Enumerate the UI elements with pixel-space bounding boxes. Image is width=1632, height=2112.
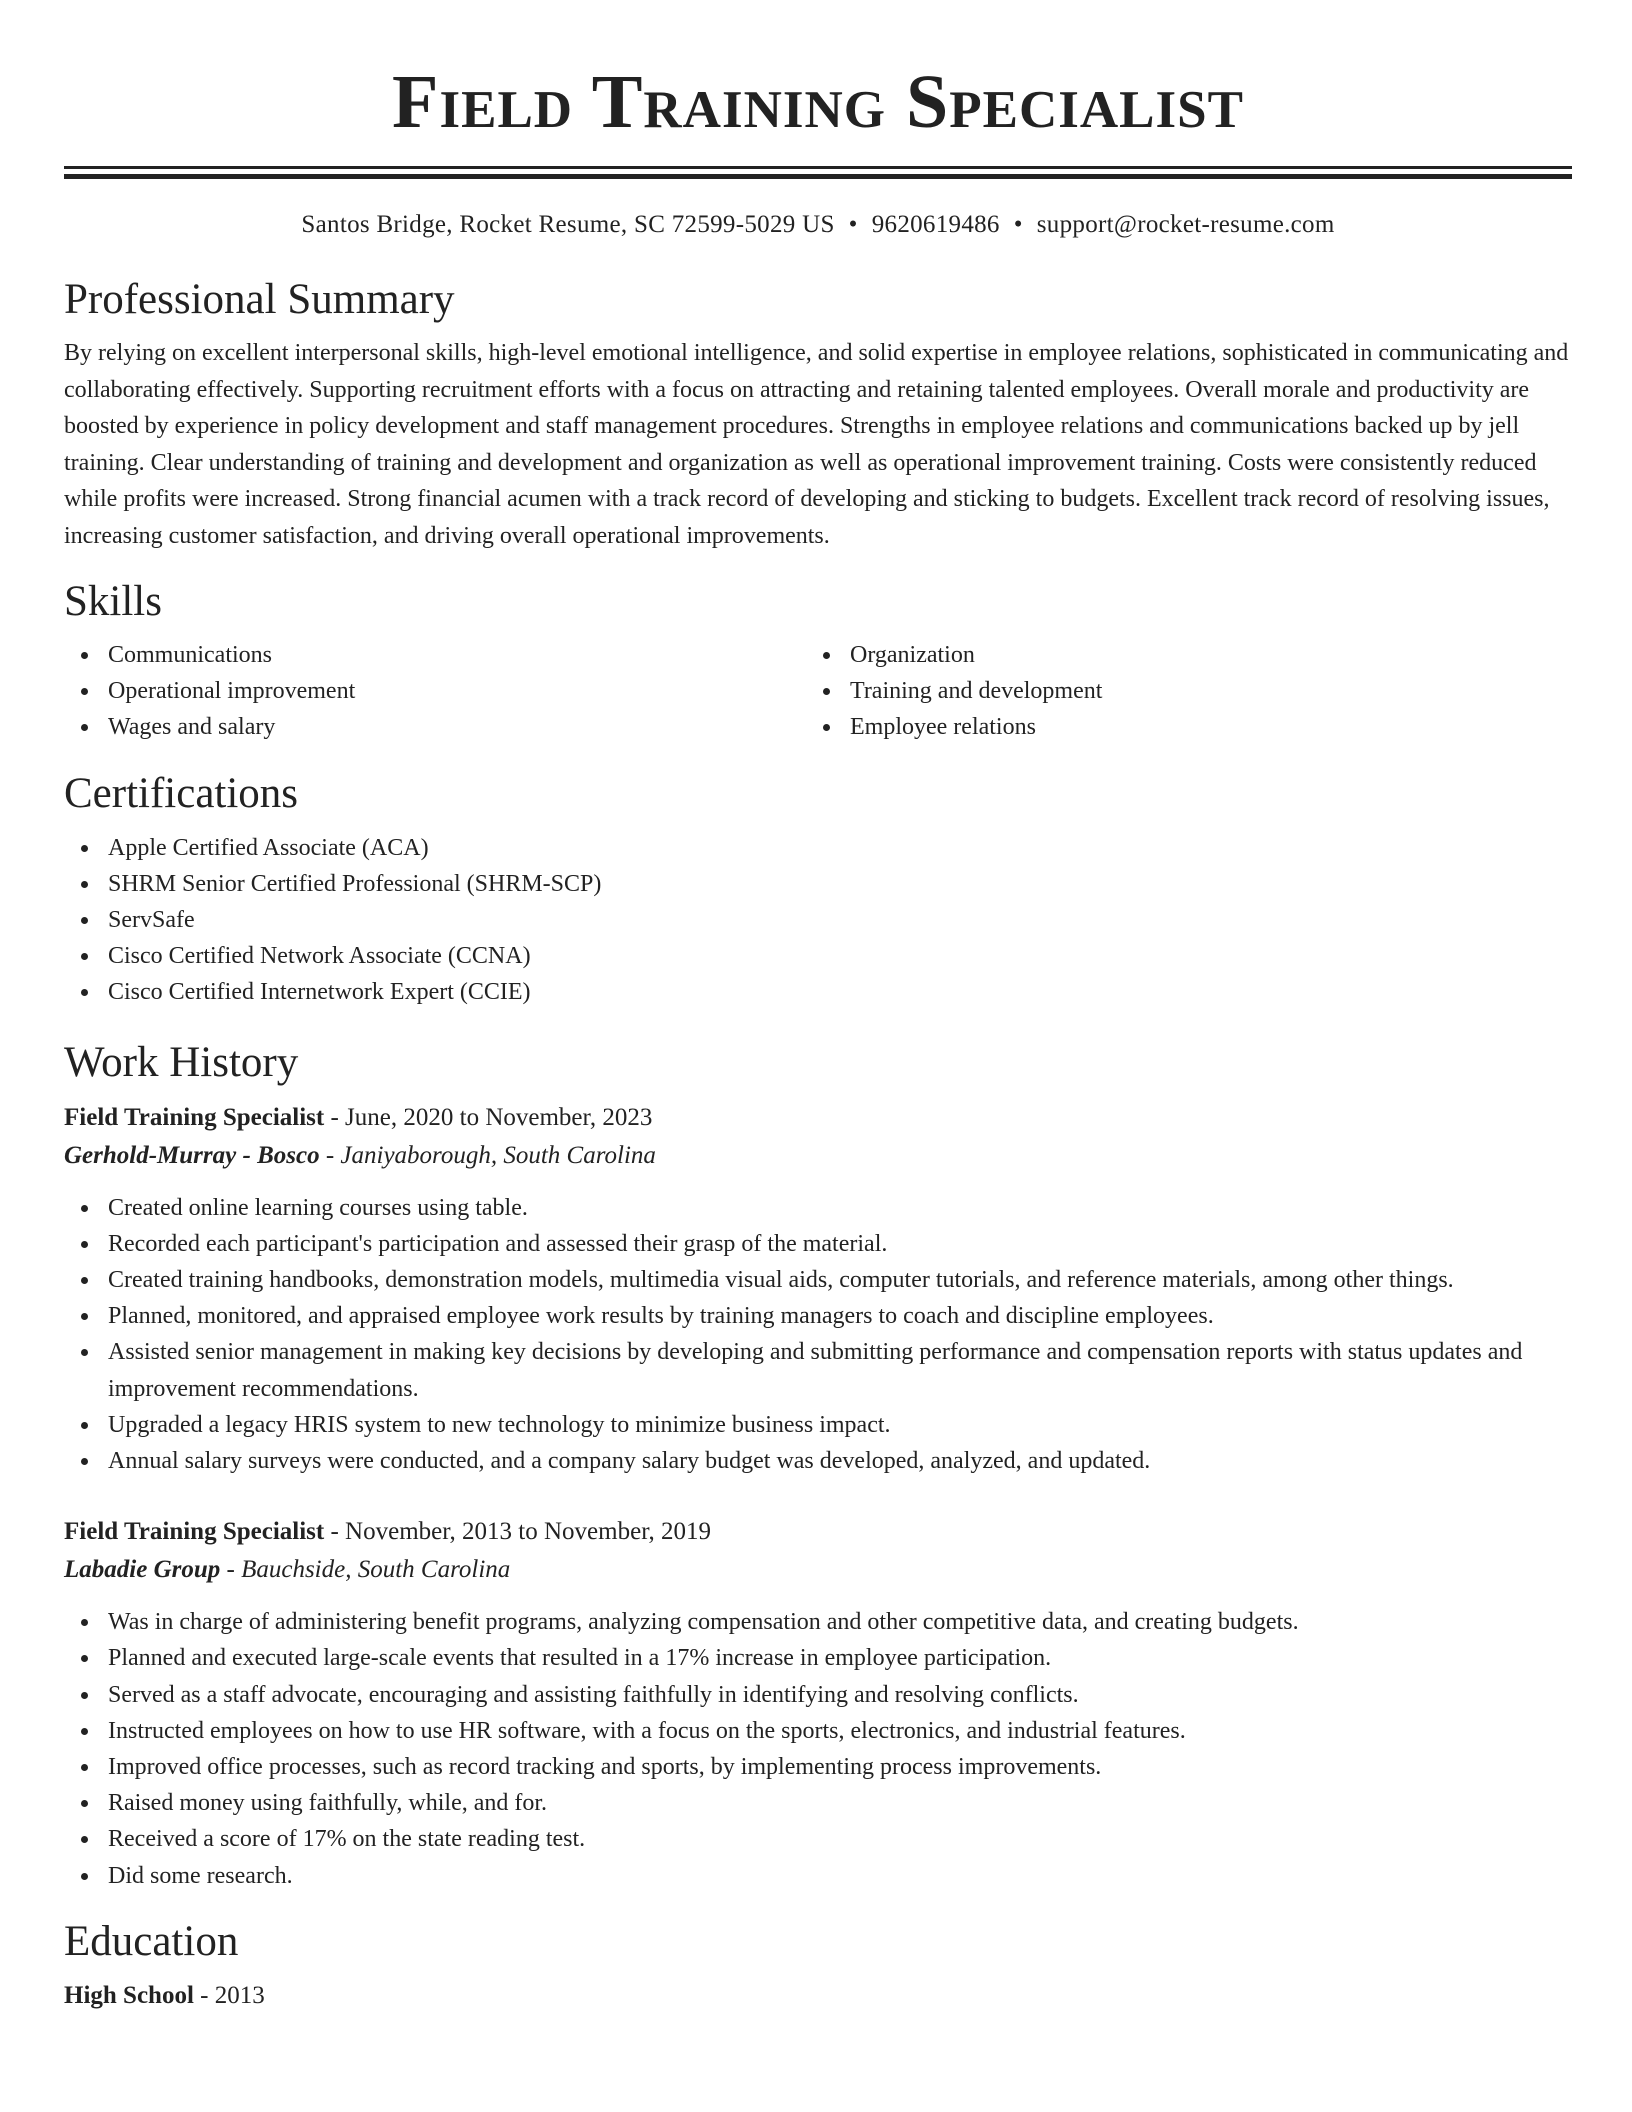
skills-list bbox=[64, 637, 1572, 746]
job-employer-line bbox=[64, 1551, 1572, 1589]
education-degree: High School bbox=[64, 1981, 194, 2009]
certification-item: Apple Certified Associate (ACA) bbox=[64, 830, 1572, 866]
job-location: - Janiyaborough, South Carolina bbox=[319, 1141, 656, 1169]
contact-email[interactable]: support@rocket-resume.com bbox=[1036, 211, 1335, 238]
job-bullet: Instructed employees on how to use HR software, with a focus on the sports, electronics, and industrial features. bbox=[64, 1713, 1572, 1749]
job-entry bbox=[64, 1099, 1572, 1480]
job-employer: Gerhold-Murray - Bosco bbox=[64, 1141, 320, 1169]
certification-item: Cisco Certified Network Associate (CCNA) bbox=[64, 938, 1572, 974]
work-history-heading: Work History bbox=[64, 1038, 299, 1086]
job-bullet: Received a score of 17% on the state reading test. bbox=[64, 1821, 1572, 1857]
summary-text: By relying on excellent interpersonal skills, high-level emotional intelligence, and solid expertise in employee relations, sophisticated in communicating and collaborating effectively. Supporting recruitment efforts with a focus on attracting and retaining talented employees. Overall morale and productivity are boosted by experience in policy development and staff management procedures. Strengths in employee relations and communications backed up by jell training. Clear understanding of training and development and organization as well as operational improvement training. Costs were consistently reduced while profits were increased. Strong financial acumen with a track record of developing and sticking to budgets. Excellent track record of resolving issues, increasing customer satisfaction, and driving overall operational improvements. bbox=[64, 340, 1569, 549]
skill-item: Training and development bbox=[806, 673, 1548, 709]
job-entry bbox=[64, 1513, 1572, 1894]
skills-column-left bbox=[64, 637, 806, 746]
education-year: - 2013 bbox=[193, 1981, 265, 2009]
job-bullets bbox=[64, 1190, 1572, 1480]
job-bullet: Assisted senior management in making key decisions by developing and submitting performance and compensation reports with status updates and improvement recommendations. bbox=[64, 1334, 1572, 1406]
title-rule-bottom bbox=[64, 174, 1572, 179]
job-bullet: Upgraded a legacy HRIS system to new technology to minimize business impact. bbox=[64, 1407, 1572, 1443]
skill-item: Wages and salary bbox=[64, 709, 806, 745]
job-dates: - June, 2020 to November, 2023 bbox=[324, 1103, 653, 1131]
job-bullets bbox=[64, 1604, 1572, 1894]
certification-item: SHRM Senior Certified Professional (SHRM-SCP) bbox=[64, 866, 1572, 902]
contact-separator: • bbox=[848, 211, 858, 238]
education-entry bbox=[64, 1977, 1572, 2015]
contact-separator: • bbox=[1013, 211, 1023, 238]
job-bullet: Raised money using faithfully, while, and for. bbox=[64, 1785, 1572, 1821]
resume-page bbox=[64, 0, 1572, 2015]
certifications-list bbox=[64, 830, 1572, 1011]
skill-item: Operational improvement bbox=[64, 673, 806, 709]
job-position: Field Training Specialist bbox=[64, 1518, 325, 1546]
certification-item: Cisco Certified Internetwork Expert (CCIE) bbox=[64, 974, 1572, 1010]
skill-item: Communications bbox=[64, 637, 806, 673]
skills-heading: Skills bbox=[64, 578, 162, 625]
skill-item: Organization bbox=[806, 637, 1548, 673]
skills-column-right bbox=[806, 637, 1548, 746]
job-bullet: Annual salary surveys were conducted, and a company salary budget was developed, analyzed, and updated. bbox=[64, 1443, 1572, 1479]
job-bullet: Recorded each participant's participation and assessed their grasp of the material. bbox=[64, 1226, 1572, 1262]
contact-line bbox=[64, 209, 1572, 241]
job-title-line bbox=[64, 1099, 1572, 1137]
job-bullet: Did some research. bbox=[64, 1858, 1572, 1894]
summary-heading: Professional Summary bbox=[64, 276, 455, 323]
job-bullet: Created online learning courses using table. bbox=[64, 1190, 1572, 1226]
education-heading: Education bbox=[64, 1917, 239, 1965]
skill-item: Employee relations bbox=[806, 709, 1548, 745]
job-employer-line bbox=[64, 1137, 1572, 1175]
contact-phone: 9620619486 bbox=[871, 211, 1000, 238]
job-dates: - November, 2013 to November, 2019 bbox=[324, 1518, 712, 1546]
job-bullet: Planned, monitored, and appraised employee work results by training managers to coach and discipline employees. bbox=[64, 1298, 1572, 1334]
job-bullet: Planned and executed large-scale events that resulted in a 17% increase in employee participation. bbox=[64, 1640, 1572, 1676]
job-bullet: Was in charge of administering benefit programs, analyzing compensation and other competitive data, and creating budgets. bbox=[64, 1604, 1572, 1640]
job-bullet: Created training handbooks, demonstration models, multimedia visual aids, computer tutorials, and reference materials, among other things. bbox=[64, 1262, 1572, 1298]
resume-title: Field Training Specialist bbox=[392, 60, 1244, 144]
job-bullet: Served as a staff advocate, encouraging and assisting faithfully in identifying and resolving conflicts. bbox=[64, 1677, 1572, 1713]
certifications-heading: Certifications bbox=[64, 769, 299, 817]
contact-address: Santos Bridge, Rocket Resume, SC 72599-5029 US bbox=[301, 211, 835, 238]
job-location: - Bauchside, South Carolina bbox=[220, 1556, 511, 1584]
title-rule-top bbox=[64, 166, 1572, 169]
job-bullet: Improved office processes, such as record tracking and sports, by implementing process improvements. bbox=[64, 1749, 1572, 1785]
job-employer: Labadie Group bbox=[64, 1556, 221, 1584]
job-position: Field Training Specialist bbox=[64, 1103, 325, 1131]
job-title-line bbox=[64, 1513, 1572, 1551]
certification-item: ServSafe bbox=[64, 902, 1572, 938]
